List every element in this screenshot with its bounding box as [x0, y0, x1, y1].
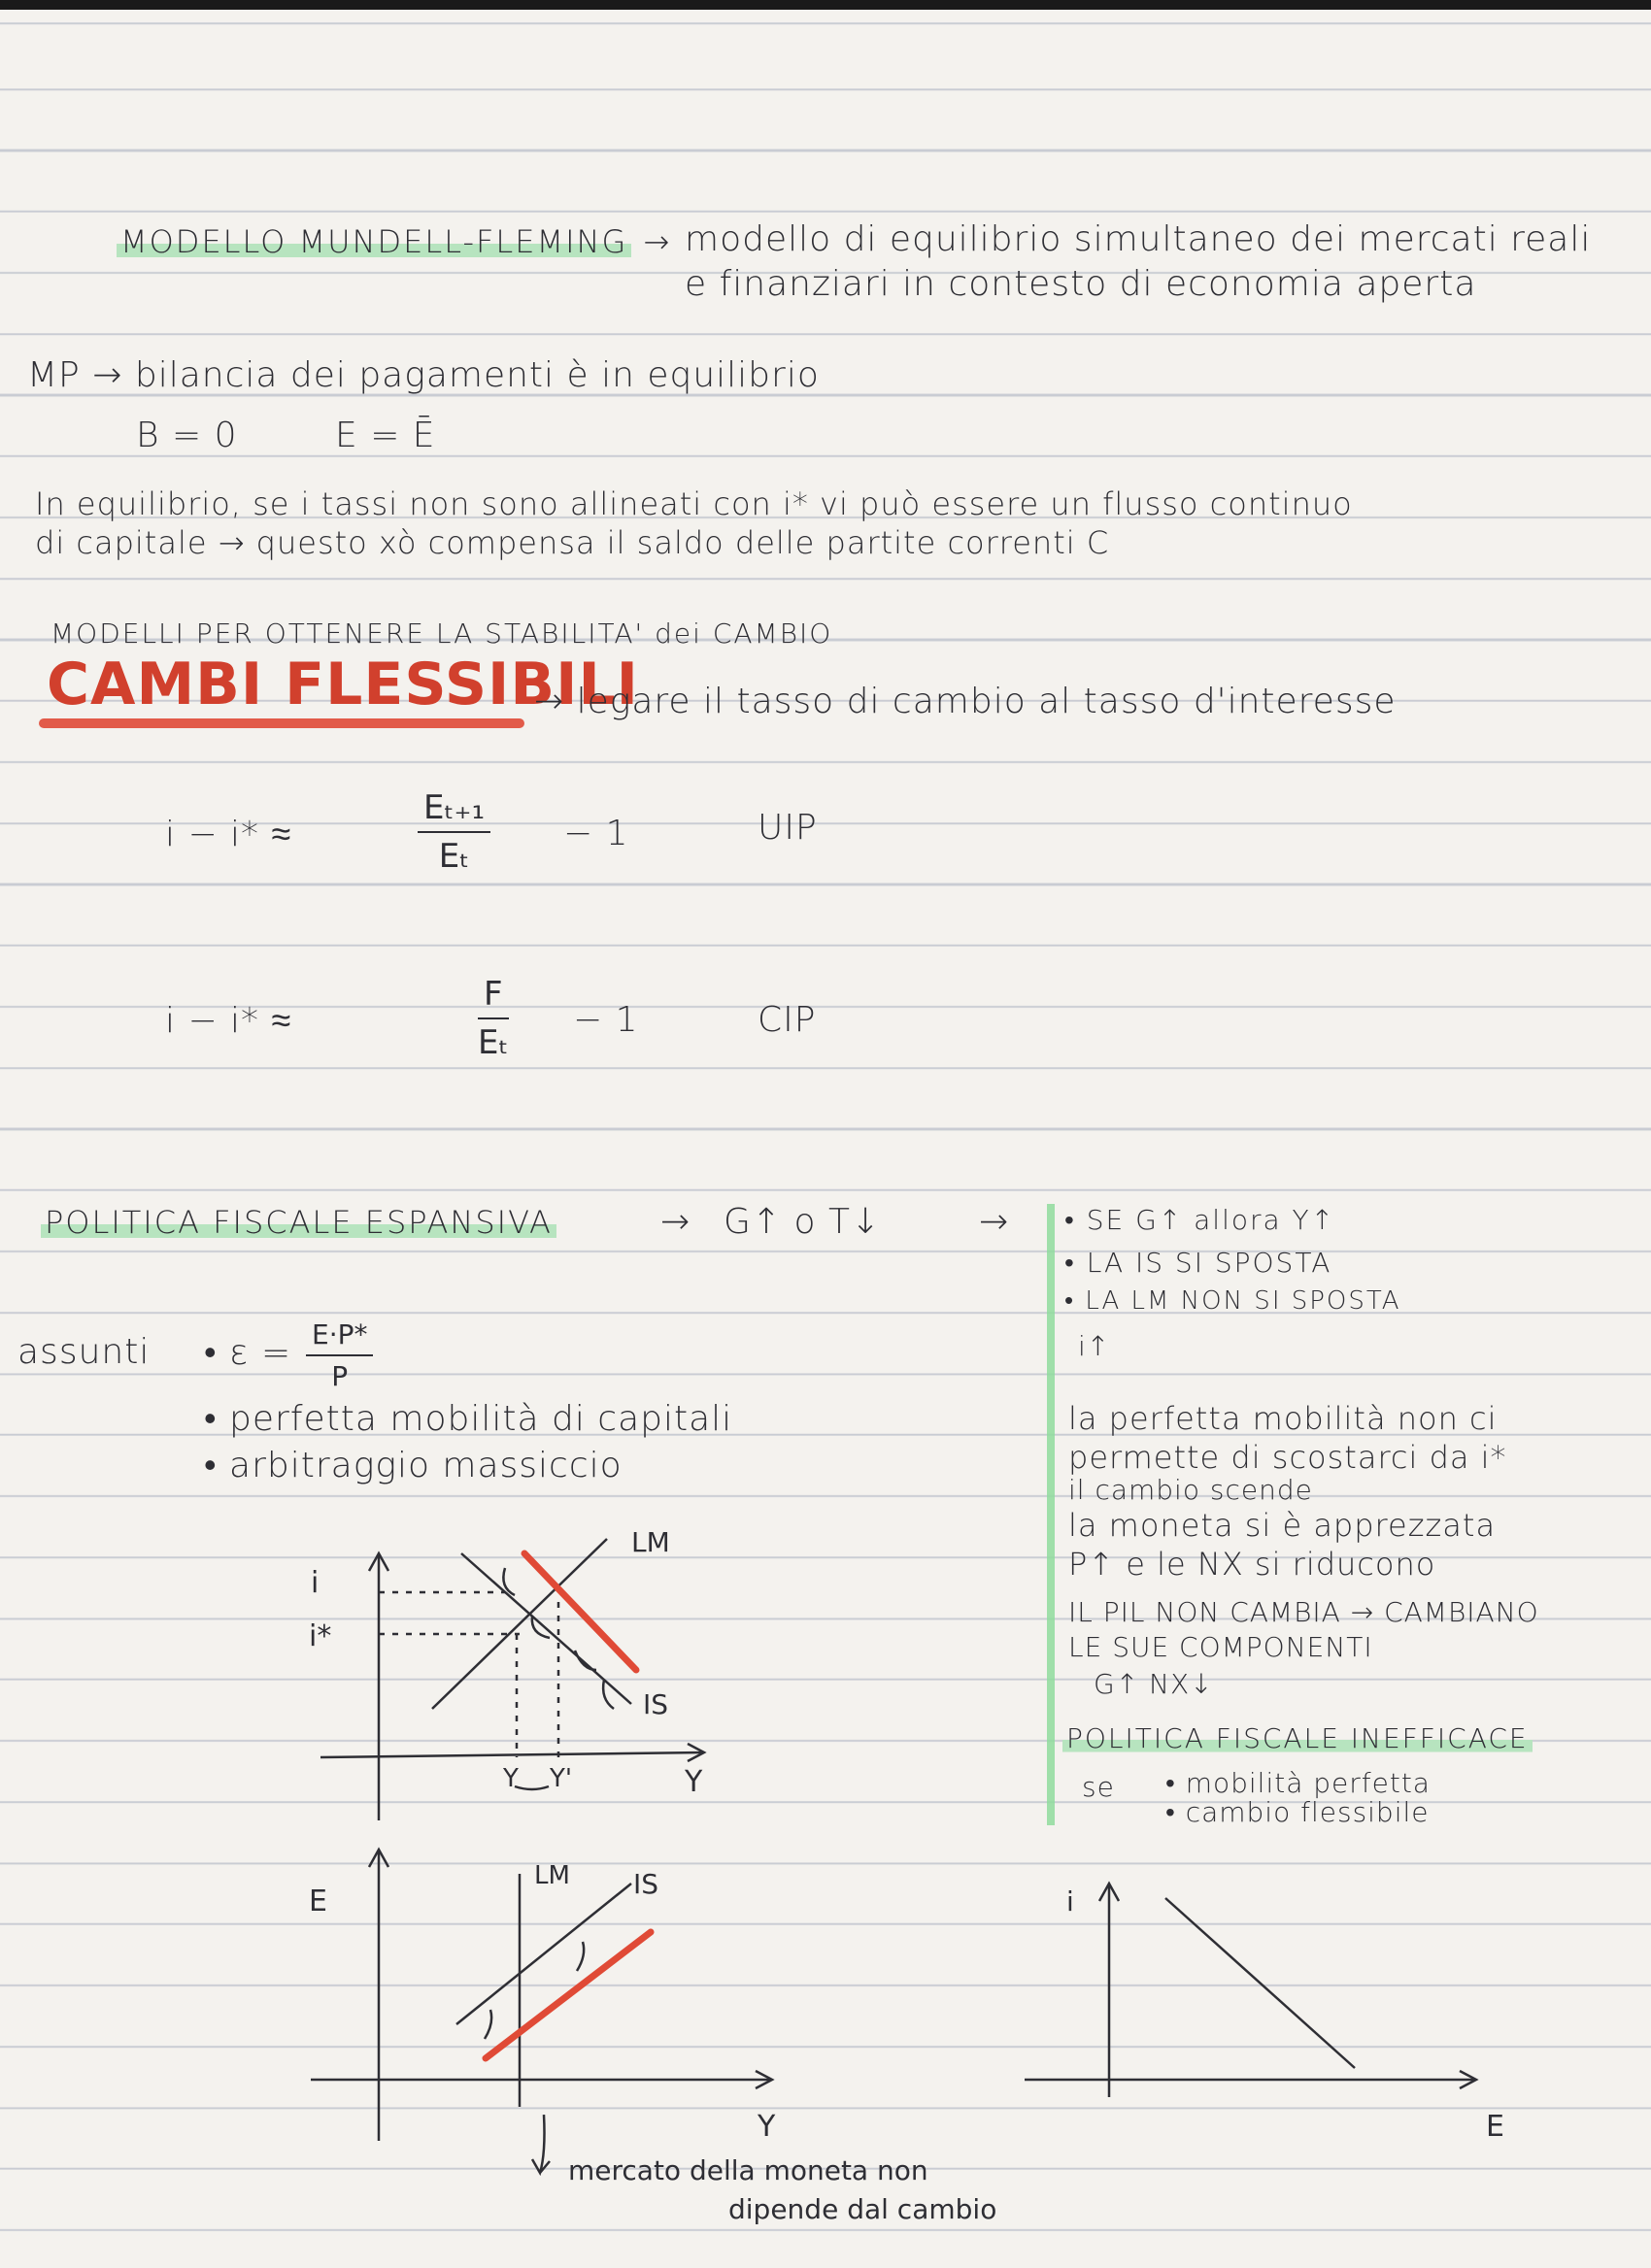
- cambi-flessibili-text: → legare il tasso di cambio al tasso d'interesse: [534, 682, 1397, 721]
- graph3-y-label: i: [1066, 1885, 1074, 1918]
- note-3: il cambio scende: [1068, 1474, 1313, 1506]
- assumption-3: • arbitraggio massiccio: [204, 1446, 623, 1485]
- mp-eq1: B = 0: [136, 416, 238, 455]
- note-bullet-2: • LA IS SI SPOSTA: [1064, 1247, 1332, 1279]
- topic-definition-2: e finanziari in contesto di economia aperta: [685, 264, 1477, 304]
- uip-label: UIP: [758, 808, 818, 848]
- graph2-note-1: mercato della moneta non: [568, 2154, 928, 2186]
- fiscal-conclusion: POLITICA FISCALE INEFFICACE: [1062, 1722, 1533, 1754]
- equilibrium-line-2: di capitale → questo xò compensa il saldo delle partite correnti C: [35, 524, 1110, 561]
- cip-denominator: Eₜ: [478, 1023, 509, 1062]
- note-7: LE SUE COMPONENTI: [1068, 1631, 1373, 1663]
- graph2-note-2: dipende dal cambio: [728, 2193, 997, 2225]
- conclusion-se: se: [1082, 1771, 1115, 1803]
- note-6: IL PIL NON CAMBIA → CAMBIANO: [1068, 1596, 1539, 1628]
- note-5: P↑ e le NX si riducono: [1068, 1546, 1436, 1583]
- note-4: la moneta si è apprezzata: [1068, 1507, 1497, 1544]
- uip-lhs: i − i* ≈: [165, 815, 292, 854]
- note-bullet-1: • SE G↑ allora Y↑: [1064, 1204, 1336, 1236]
- graph2-is-label: IS: [633, 1868, 659, 1900]
- uip-numerator: Eₜ₊₁: [423, 788, 486, 827]
- assumption-1-numerator: E·P*: [312, 1318, 368, 1351]
- conclusion-condition-1: • mobilità perfetta: [1165, 1767, 1431, 1799]
- graph2-lm-label: LM: [534, 1861, 570, 1890]
- graph1-x-label: Y: [685, 1765, 703, 1799]
- mp-line: MP → bilancia dei pagamenti è in equilibrio: [27, 355, 820, 395]
- assumed-label: assunti: [17, 1332, 151, 1372]
- cambi-flessibili-title: CAMBI FLESSIBILI: [47, 650, 639, 718]
- cip-label: CIP: [758, 1000, 817, 1040]
- note-1: la perfetta mobilità non ci: [1068, 1400, 1498, 1437]
- fiscal-heading: POLITICA FISCALE ESPANSIVA: [41, 1204, 556, 1241]
- assumption-1-lhs: • ε =: [204, 1333, 292, 1373]
- graph1-istar-label: i*: [309, 1619, 332, 1653]
- note-8: G↑ NX↓: [1094, 1668, 1214, 1700]
- cip-lhs: i − i* ≈: [165, 1001, 292, 1041]
- graph2-x-label: Y: [758, 2110, 776, 2144]
- graph1-y-tick-2: Y': [550, 1764, 573, 1793]
- note-bullet-3: • LA LM NON SI SPOSTA: [1064, 1286, 1401, 1316]
- graph1-is-label: IS: [643, 1688, 669, 1720]
- graph1-lm-label: LM: [631, 1526, 670, 1558]
- topic-definition-1: modello di equilibrio simultaneo dei mercati reali: [685, 219, 1592, 259]
- topic-title: MODELLO MUNDELL-FLEMING →: [117, 223, 671, 260]
- cip-rhs: − 1: [573, 1000, 639, 1040]
- note-2: permette di scostarci da i*: [1068, 1439, 1507, 1476]
- models-heading: MODELLI PER OTTENERE LA STABILITA' dei CAMBIO: [51, 617, 833, 650]
- equilibrium-line-1: In equilibrio, se i tassi non sono allineati con i* vi può essere un flusso continuo: [35, 485, 1353, 522]
- graph1-y-label: i: [311, 1566, 320, 1600]
- assumption-1-denominator: P: [331, 1360, 349, 1392]
- fiscal-effect: G↑ o T↓: [724, 1202, 882, 1242]
- graph2-y-label: E: [309, 1884, 327, 1918]
- conclusion-condition-2: • cambio flessibile: [1165, 1796, 1430, 1828]
- assumption-2: • perfetta mobilità di capitali: [204, 1399, 733, 1439]
- fiscal-arrow-1: →: [660, 1202, 691, 1242]
- graph1-y-tick-1: Y: [503, 1764, 519, 1793]
- uip-rhs: − 1: [563, 814, 629, 853]
- graph3-curve: [1165, 1898, 1355, 2068]
- cip-numerator: F: [484, 975, 503, 1014]
- note-bullet-4: i↑: [1078, 1330, 1111, 1362]
- graph3-x-label: E: [1486, 2110, 1504, 2144]
- mp-eq2: E = Ē: [335, 416, 436, 455]
- uip-denominator: Eₜ: [438, 837, 470, 876]
- fiscal-arrow-2: →: [979, 1202, 1010, 1242]
